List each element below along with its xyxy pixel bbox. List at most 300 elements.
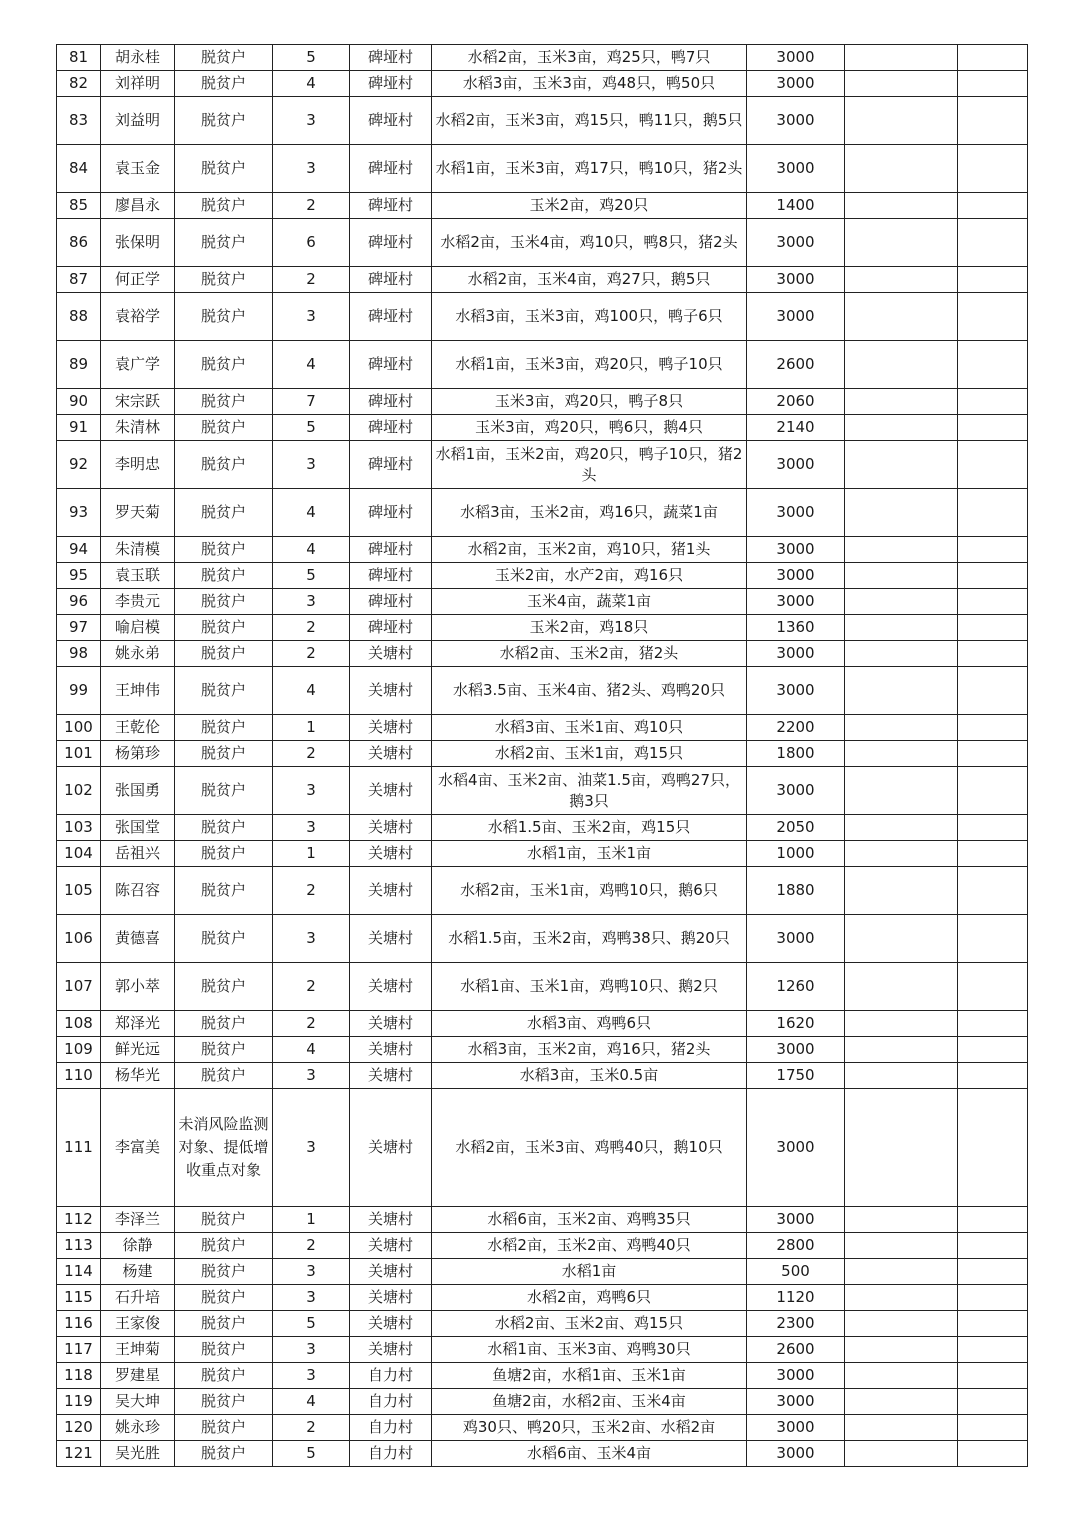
name-cell: 王坤伟 — [101, 667, 175, 715]
production-activity-cell: 水稻1亩，玉米2亩，鸡20只，鸭子10只，猪2头 — [432, 441, 747, 489]
production-activity-cell: 水稻2亩，玉米1亩，鸡鸭10只，鹅6只 — [432, 867, 747, 915]
subsidy-amount-cell: 3000 — [747, 563, 845, 589]
empty-cell-1 — [845, 815, 958, 841]
subsidy-amount-cell: 3000 — [747, 145, 845, 193]
empty-cell-2 — [958, 589, 1028, 615]
table-row — [57, 1285, 1028, 1311]
row-number-cell: 82 — [57, 71, 101, 97]
village-cell: 关塘村 — [350, 667, 432, 715]
empty-cell-1 — [845, 563, 958, 589]
village-cell: 碑垭村 — [350, 219, 432, 267]
name-cell: 李富美 — [101, 1089, 175, 1207]
row-number-cell: 106 — [57, 915, 101, 963]
name-cell: 姚永弟 — [101, 641, 175, 667]
subsidy-amount-cell: 2600 — [747, 341, 845, 389]
table-row — [57, 1363, 1028, 1389]
household-size-cell: 4 — [273, 667, 350, 715]
household-size-cell: 3 — [273, 589, 350, 615]
village-cell: 关塘村 — [350, 1311, 432, 1337]
empty-cell-2 — [958, 341, 1028, 389]
empty-cell-2 — [958, 489, 1028, 537]
household-size-cell: 3 — [273, 1337, 350, 1363]
empty-cell-2 — [958, 267, 1028, 293]
empty-cell-2 — [958, 915, 1028, 963]
name-cell: 何正学 — [101, 267, 175, 293]
village-cell: 关塘村 — [350, 963, 432, 1011]
household-type-cell: 脱贫户 — [175, 145, 273, 193]
subsidy-amount-cell: 2800 — [747, 1233, 845, 1259]
village-cell: 关塘村 — [350, 1207, 432, 1233]
production-activity-cell: 水稻2亩，玉米3亩、鸡鸭40只，鹅10只 — [432, 1089, 747, 1207]
row-number-cell: 87 — [57, 267, 101, 293]
household-size-cell: 2 — [273, 1233, 350, 1259]
table-row — [57, 1063, 1028, 1089]
table-row — [57, 741, 1028, 767]
row-number-cell: 93 — [57, 489, 101, 537]
subsidy-amount-cell: 3000 — [747, 219, 845, 267]
row-number-cell: 111 — [57, 1089, 101, 1207]
row-number-cell: 84 — [57, 145, 101, 193]
subsidy-amount-cell: 2140 — [747, 415, 845, 441]
name-cell: 喻启模 — [101, 615, 175, 641]
household-size-cell: 2 — [273, 1011, 350, 1037]
production-activity-cell: 玉米4亩，蔬菜1亩 — [432, 589, 747, 615]
production-activity-cell: 玉米2亩，鸡20只 — [432, 193, 747, 219]
empty-cell-1 — [845, 1037, 958, 1063]
table-row — [57, 815, 1028, 841]
subsidy-amount-cell: 3000 — [747, 667, 845, 715]
empty-cell-1 — [845, 489, 958, 537]
table-row — [57, 1337, 1028, 1363]
production-activity-cell: 水稻2亩、玉米2亩、鸡15只 — [432, 1311, 747, 1337]
table-row — [57, 341, 1028, 389]
empty-cell-1 — [845, 1063, 958, 1089]
household-size-cell: 3 — [273, 1089, 350, 1207]
empty-cell-2 — [958, 537, 1028, 563]
village-cell: 自力村 — [350, 1389, 432, 1415]
table-row — [57, 589, 1028, 615]
row-number-cell: 116 — [57, 1311, 101, 1337]
empty-cell-2 — [958, 71, 1028, 97]
village-cell: 关塘村 — [350, 867, 432, 915]
village-cell: 关塘村 — [350, 841, 432, 867]
household-size-cell: 5 — [273, 1441, 350, 1467]
row-number-cell: 101 — [57, 741, 101, 767]
name-cell: 张国勇 — [101, 767, 175, 815]
empty-cell-1 — [845, 963, 958, 1011]
row-number-cell: 99 — [57, 667, 101, 715]
empty-cell-1 — [845, 867, 958, 915]
household-size-cell: 2 — [273, 641, 350, 667]
production-activity-cell: 水稻2亩、玉米2亩，猪2头 — [432, 641, 747, 667]
empty-cell-2 — [958, 1011, 1028, 1037]
table-row — [57, 1089, 1028, 1207]
production-activity-cell: 水稻1亩、玉米1亩，鸡鸭10只、鹅2只 — [432, 963, 747, 1011]
village-cell: 关塘村 — [350, 641, 432, 667]
empty-cell-1 — [845, 667, 958, 715]
village-cell: 碑垭村 — [350, 415, 432, 441]
village-cell: 自力村 — [350, 1441, 432, 1467]
name-cell: 廖昌永 — [101, 193, 175, 219]
household-size-cell: 3 — [273, 1363, 350, 1389]
household-size-cell: 2 — [273, 615, 350, 641]
village-cell: 碑垭村 — [350, 293, 432, 341]
table-row — [57, 1259, 1028, 1285]
row-number-cell: 112 — [57, 1207, 101, 1233]
household-size-cell: 4 — [273, 71, 350, 97]
table-row — [57, 915, 1028, 963]
subsidy-amount-cell: 1360 — [747, 615, 845, 641]
empty-cell-2 — [958, 815, 1028, 841]
household-type-cell: 脱贫户 — [175, 1415, 273, 1441]
production-activity-cell: 水稻3亩，玉米3亩，鸡100只，鸭子6只 — [432, 293, 747, 341]
row-number-cell: 108 — [57, 1011, 101, 1037]
household-size-cell: 4 — [273, 341, 350, 389]
name-cell: 袁广学 — [101, 341, 175, 389]
name-cell: 袁玉联 — [101, 563, 175, 589]
table-row — [57, 1389, 1028, 1415]
name-cell: 胡永桂 — [101, 45, 175, 71]
name-cell: 张保明 — [101, 219, 175, 267]
subsidy-amount-cell: 3000 — [747, 71, 845, 97]
household-size-cell: 3 — [273, 441, 350, 489]
table-row — [57, 1207, 1028, 1233]
empty-cell-1 — [845, 915, 958, 963]
subsidy-amount-cell: 3000 — [747, 1363, 845, 1389]
name-cell: 石升培 — [101, 1285, 175, 1311]
village-cell: 关塘村 — [350, 1037, 432, 1063]
subsidy-amount-cell: 3000 — [747, 441, 845, 489]
village-cell: 关塘村 — [350, 715, 432, 741]
household-type-cell: 脱贫户 — [175, 915, 273, 963]
household-type-cell: 脱贫户 — [175, 867, 273, 915]
household-type-cell: 脱贫户 — [175, 1311, 273, 1337]
subsidy-amount-cell: 1120 — [747, 1285, 845, 1311]
subsidy-amount-cell: 2200 — [747, 715, 845, 741]
household-type-cell: 脱贫户 — [175, 815, 273, 841]
row-number-cell: 97 — [57, 615, 101, 641]
table-row — [57, 71, 1028, 97]
production-activity-cell: 玉米2亩，鸡18只 — [432, 615, 747, 641]
village-cell: 碑垭村 — [350, 615, 432, 641]
name-cell: 李泽兰 — [101, 1207, 175, 1233]
empty-cell-2 — [958, 741, 1028, 767]
household-type-cell: 未消风险监测对象、提低增收重点对象 — [175, 1089, 273, 1207]
village-cell: 碑垭村 — [350, 589, 432, 615]
name-cell: 吴光胜 — [101, 1441, 175, 1467]
table-row — [57, 1441, 1028, 1467]
subsidy-amount-cell: 3000 — [747, 915, 845, 963]
production-activity-cell: 水稻3.5亩、玉米4亩、猪2头、鸡鸭20只 — [432, 667, 747, 715]
name-cell: 宋宗跃 — [101, 389, 175, 415]
household-size-cell: 3 — [273, 1259, 350, 1285]
table-row — [57, 537, 1028, 563]
household-type-cell: 脱贫户 — [175, 1285, 273, 1311]
household-size-cell: 5 — [273, 563, 350, 589]
production-activity-cell: 水稻3亩，玉米2亩，鸡16只，蔬菜1亩 — [432, 489, 747, 537]
subsidy-amount-cell: 2600 — [747, 1337, 845, 1363]
empty-cell-2 — [958, 1207, 1028, 1233]
table-row — [57, 267, 1028, 293]
household-size-cell: 5 — [273, 1311, 350, 1337]
row-number-cell: 105 — [57, 867, 101, 915]
row-number-cell: 104 — [57, 841, 101, 867]
empty-cell-2 — [958, 441, 1028, 489]
empty-cell-2 — [958, 1089, 1028, 1207]
empty-cell-2 — [958, 1415, 1028, 1441]
production-activity-cell: 水稻1亩 — [432, 1259, 747, 1285]
village-cell: 碑垭村 — [350, 71, 432, 97]
row-number-cell: 92 — [57, 441, 101, 489]
table-row — [57, 293, 1028, 341]
empty-cell-2 — [958, 97, 1028, 145]
table-row — [57, 441, 1028, 489]
subsidy-amount-cell: 3000 — [747, 589, 845, 615]
name-cell: 杨第珍 — [101, 741, 175, 767]
empty-cell-2 — [958, 1233, 1028, 1259]
production-activity-cell: 玉米3亩，鸡20只，鸭6只，鹅4只 — [432, 415, 747, 441]
subsidy-amount-cell: 3000 — [747, 1207, 845, 1233]
subsidy-amount-cell: 1620 — [747, 1011, 845, 1037]
household-size-cell: 3 — [273, 767, 350, 815]
empty-cell-2 — [958, 615, 1028, 641]
empty-cell-1 — [845, 1415, 958, 1441]
production-activity-cell: 水稻1.5亩、玉米2亩，鸡15只 — [432, 815, 747, 841]
household-type-cell: 脱贫户 — [175, 71, 273, 97]
name-cell: 杨建 — [101, 1259, 175, 1285]
empty-cell-2 — [958, 1363, 1028, 1389]
table-row — [57, 1233, 1028, 1259]
household-size-cell: 3 — [273, 1285, 350, 1311]
village-cell: 自力村 — [350, 1415, 432, 1441]
empty-cell-1 — [845, 45, 958, 71]
empty-cell-1 — [845, 1207, 958, 1233]
empty-cell-2 — [958, 867, 1028, 915]
empty-cell-2 — [958, 1389, 1028, 1415]
production-activity-cell: 玉米2亩，水产2亩，鸡16只 — [432, 563, 747, 589]
household-type-cell: 脱贫户 — [175, 1389, 273, 1415]
empty-cell-2 — [958, 1259, 1028, 1285]
empty-cell-2 — [958, 767, 1028, 815]
empty-cell-1 — [845, 441, 958, 489]
table-row — [57, 1037, 1028, 1063]
row-number-cell: 110 — [57, 1063, 101, 1089]
subsidy-amount-cell: 3000 — [747, 293, 845, 341]
empty-cell-1 — [845, 1363, 958, 1389]
row-number-cell: 100 — [57, 715, 101, 741]
household-type-cell: 脱贫户 — [175, 963, 273, 1011]
name-cell: 王坤菊 — [101, 1337, 175, 1363]
empty-cell-2 — [958, 641, 1028, 667]
row-number-cell: 103 — [57, 815, 101, 841]
household-type-cell: 脱贫户 — [175, 1037, 273, 1063]
household-size-cell: 4 — [273, 1037, 350, 1063]
empty-cell-1 — [845, 589, 958, 615]
village-cell: 碑垭村 — [350, 45, 432, 71]
empty-cell-1 — [845, 715, 958, 741]
production-activity-cell: 水稻2亩，玉米3亩，鸡25只，鸭7只 — [432, 45, 747, 71]
table-row — [57, 867, 1028, 915]
row-number-cell: 96 — [57, 589, 101, 615]
name-cell: 岳祖兴 — [101, 841, 175, 867]
household-size-cell: 2 — [273, 963, 350, 1011]
name-cell: 罗建星 — [101, 1363, 175, 1389]
empty-cell-2 — [958, 841, 1028, 867]
subsidy-amount-cell: 3000 — [747, 1441, 845, 1467]
table-row — [57, 715, 1028, 741]
name-cell: 刘祥明 — [101, 71, 175, 97]
household-type-cell: 脱贫户 — [175, 1337, 273, 1363]
empty-cell-1 — [845, 615, 958, 641]
household-size-cell: 7 — [273, 389, 350, 415]
household-size-cell: 1 — [273, 841, 350, 867]
household-size-cell: 3 — [273, 815, 350, 841]
household-type-cell: 脱贫户 — [175, 293, 273, 341]
row-number-cell: 118 — [57, 1363, 101, 1389]
production-activity-cell: 水稻1.5亩，玉米2亩，鸡鸭38只、鹅20只 — [432, 915, 747, 963]
empty-cell-1 — [845, 1337, 958, 1363]
household-size-cell: 3 — [273, 145, 350, 193]
empty-cell-1 — [845, 145, 958, 193]
village-cell: 关塘村 — [350, 1285, 432, 1311]
empty-cell-1 — [845, 1441, 958, 1467]
empty-cell-1 — [845, 1389, 958, 1415]
row-number-cell: 81 — [57, 45, 101, 71]
subsidy-amount-cell: 1880 — [747, 867, 845, 915]
production-activity-cell: 水稻4亩、玉米2亩、油菜1.5亩，鸡鸭27只，鹅3只 — [432, 767, 747, 815]
household-size-cell: 2 — [273, 867, 350, 915]
village-cell: 碑垭村 — [350, 341, 432, 389]
table-row — [57, 615, 1028, 641]
row-number-cell: 117 — [57, 1337, 101, 1363]
production-activity-cell: 水稻2亩，玉米2亩，鸡10只，猪1头 — [432, 537, 747, 563]
household-size-cell: 2 — [273, 267, 350, 293]
row-number-cell: 91 — [57, 415, 101, 441]
household-type-cell: 脱贫户 — [175, 741, 273, 767]
table-row — [57, 1415, 1028, 1441]
subsidy-amount-cell: 3000 — [747, 537, 845, 563]
table-row — [57, 841, 1028, 867]
empty-cell-1 — [845, 767, 958, 815]
table-row — [57, 193, 1028, 219]
table-row — [57, 97, 1028, 145]
household-type-cell: 脱贫户 — [175, 267, 273, 293]
village-cell: 关塘村 — [350, 1089, 432, 1207]
village-cell: 碑垭村 — [350, 193, 432, 219]
production-activity-cell: 水稻3亩、玉米1亩、鸡10只 — [432, 715, 747, 741]
empty-cell-1 — [845, 1259, 958, 1285]
subsidy-amount-cell: 3000 — [747, 1389, 845, 1415]
household-size-cell: 5 — [273, 45, 350, 71]
empty-cell-2 — [958, 389, 1028, 415]
row-number-cell: 88 — [57, 293, 101, 341]
table-body — [57, 45, 1028, 1467]
row-number-cell: 107 — [57, 963, 101, 1011]
production-activity-cell: 水稻1亩，玉米3亩，鸡20只，鸭子10只 — [432, 341, 747, 389]
production-activity-cell: 水稻2亩，玉米4亩，鸡10只，鸭8只，猪2头 — [432, 219, 747, 267]
empty-cell-1 — [845, 341, 958, 389]
table-row — [57, 489, 1028, 537]
production-activity-cell: 水稻3亩，玉米3亩，鸡48只，鸭50只 — [432, 71, 747, 97]
empty-cell-2 — [958, 45, 1028, 71]
household-size-cell: 2 — [273, 193, 350, 219]
subsidy-amount-cell: 3000 — [747, 641, 845, 667]
empty-cell-2 — [958, 1441, 1028, 1467]
production-activity-cell: 水稻6亩、玉米4亩 — [432, 1441, 747, 1467]
household-type-cell: 脱贫户 — [175, 1441, 273, 1467]
table-row — [57, 563, 1028, 589]
household-size-cell: 4 — [273, 489, 350, 537]
name-cell: 张国堂 — [101, 815, 175, 841]
household-type-cell: 脱贫户 — [175, 1233, 273, 1259]
village-cell: 碑垭村 — [350, 389, 432, 415]
household-type-cell: 脱贫户 — [175, 537, 273, 563]
household-type-cell: 脱贫户 — [175, 641, 273, 667]
empty-cell-1 — [845, 1285, 958, 1311]
household-type-cell: 脱贫户 — [175, 841, 273, 867]
empty-cell-1 — [845, 219, 958, 267]
household-size-cell: 3 — [273, 97, 350, 145]
household-size-cell: 3 — [273, 1063, 350, 1089]
household-type-cell: 脱贫户 — [175, 389, 273, 415]
production-activity-cell: 水稻1亩，玉米1亩 — [432, 841, 747, 867]
row-number-cell: 85 — [57, 193, 101, 219]
village-cell: 关塘村 — [350, 1337, 432, 1363]
subsidy-amount-cell: 1750 — [747, 1063, 845, 1089]
table-row — [57, 767, 1028, 815]
subsidy-amount-cell: 3000 — [747, 45, 845, 71]
village-cell: 关塘村 — [350, 1259, 432, 1285]
name-cell: 鲜光远 — [101, 1037, 175, 1063]
subsidy-amount-cell: 1400 — [747, 193, 845, 219]
household-size-cell: 1 — [273, 715, 350, 741]
household-size-cell: 4 — [273, 537, 350, 563]
village-cell: 自力村 — [350, 1363, 432, 1389]
name-cell: 朱清模 — [101, 537, 175, 563]
subsidy-amount-cell: 2050 — [747, 815, 845, 841]
production-activity-cell: 水稻2亩，玉米2亩、鸡鸭40只 — [432, 1233, 747, 1259]
table-row — [57, 415, 1028, 441]
table-row — [57, 667, 1028, 715]
table-row — [57, 963, 1028, 1011]
household-type-cell: 脱贫户 — [175, 563, 273, 589]
production-activity-cell: 鱼塘2亩，水稻1亩、玉米1亩 — [432, 1363, 747, 1389]
household-type-cell: 脱贫户 — [175, 441, 273, 489]
empty-cell-1 — [845, 537, 958, 563]
empty-cell-2 — [958, 145, 1028, 193]
name-cell: 王乾伦 — [101, 715, 175, 741]
production-activity-cell: 水稻3亩，玉米0.5亩 — [432, 1063, 747, 1089]
subsidy-table — [56, 44, 1028, 1467]
household-type-cell: 脱贫户 — [175, 1063, 273, 1089]
empty-cell-2 — [958, 193, 1028, 219]
village-cell: 关塘村 — [350, 741, 432, 767]
empty-cell-1 — [845, 841, 958, 867]
household-size-cell: 6 — [273, 219, 350, 267]
row-number-cell: 102 — [57, 767, 101, 815]
empty-cell-2 — [958, 1285, 1028, 1311]
empty-cell-1 — [845, 1011, 958, 1037]
name-cell: 郭小萃 — [101, 963, 175, 1011]
name-cell: 吴大坤 — [101, 1389, 175, 1415]
table-row — [57, 145, 1028, 193]
table-row — [57, 45, 1028, 71]
household-size-cell: 2 — [273, 741, 350, 767]
village-cell: 关塘村 — [350, 1233, 432, 1259]
empty-cell-2 — [958, 293, 1028, 341]
empty-cell-1 — [845, 1089, 958, 1207]
production-activity-cell: 水稻3亩、鸡鸭6只 — [432, 1011, 747, 1037]
